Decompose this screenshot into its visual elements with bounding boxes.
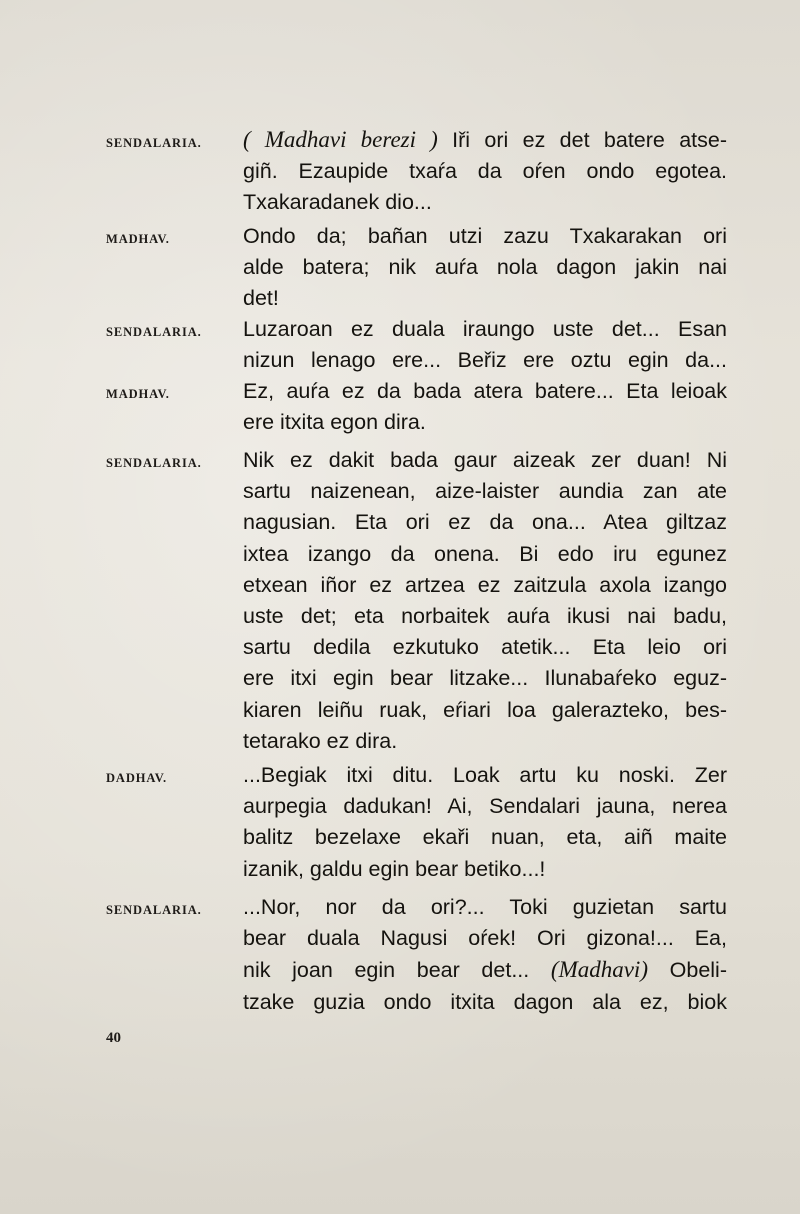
speech-line: ...Begiak itxi ditu. Loak artu ku noski. Zer — [243, 763, 727, 787]
speech-line: ere itxi egin bear litzake... Ilunabaŕeko eguz- — [243, 666, 727, 691]
speech-line: tzake guzia ondo itxita dagon ala ez, biok — [243, 989, 727, 1014]
speech-line: Luzaroan ez duala iraungo uste det... Esan — [243, 317, 727, 341]
speech-line: tetarako ez dira. — [243, 728, 398, 753]
speech-line: Ez, auŕa ez da bada atera batere... Eta leioak — [243, 379, 727, 403]
speech-text — [243, 221, 727, 315]
speech-text — [243, 892, 727, 1018]
speech-line: Nik ez dakit bada gaur aizeak zer duan! Ni — [243, 448, 727, 472]
speaker-name: SENDALARIA. — [106, 903, 202, 917]
stage-direction: (Madhavi) — [550, 957, 648, 983]
speech-line: sartu naizenean, aize-laister aundia zan ate — [243, 479, 727, 504]
page-number: 40 — [106, 1030, 121, 1046]
speaker-name: DADHAV. — [106, 771, 168, 785]
speech-line: kiaren leiñu ruak, eŕiari loa galerazteko, bes- — [243, 697, 727, 722]
speech-line: bear duala Nagusi oŕek! Ori gizona!... Ea, — [243, 926, 727, 951]
speech-line: alde batera; nik auŕa nola dagon jakin nai — [243, 255, 727, 280]
speech-text — [243, 314, 727, 376]
speech-line: det! — [243, 286, 279, 311]
speech-line: nizun lenago ere... Beřiz ere oztu egin da... — [243, 348, 727, 373]
speech-line: nagusian. Eta ori ez da ona... Atea giltzaz — [243, 510, 727, 535]
speech-line: Txakaradanek dio... — [243, 190, 432, 215]
speaker-name: SENDALARIA. — [106, 456, 202, 470]
speech-text — [243, 760, 727, 885]
speech-line: balitz bezelaxe ekaři nuan, eta, aiñ maite — [243, 825, 727, 850]
speech-line: etxean iñor ez artzea ez zaitzula axola izango — [243, 572, 727, 597]
speech-line: ixtea izango da onena. Bi edo iru egunez — [243, 541, 727, 566]
speech-line: ...Nor, nor da ori?... Toki guzietan sartu — [243, 895, 727, 919]
speaker-name: SENDALARIA. — [106, 325, 202, 339]
speech-line: aurpegia dadukan! Ai, Sendalari jauna, nerea — [243, 794, 727, 819]
speech-line: izanik, galdu egin bear betiko...! — [243, 856, 546, 881]
speech-line: sartu dedila ezkutuko atetik... Eta leio ori — [243, 635, 727, 660]
speaker-name: MADHAV. — [106, 387, 170, 401]
stage-direction: ( Madhavi berezi ) — [243, 127, 438, 152]
speech-text — [243, 376, 727, 438]
speaker-name: MADHAV. — [106, 232, 170, 246]
speech-line: giñ. Ezaupide txaŕa da oŕen ondo egotea. — [243, 159, 727, 184]
speech-text — [243, 445, 727, 757]
speech-line: Ondo da; bañan utzi zazu Txakarakan ori — [243, 224, 727, 248]
speaker-name: SENDALARIA. — [106, 136, 202, 150]
speech-line: ere itxita egon dira. — [243, 410, 426, 435]
speech-line: nik joan egin bear det... (Madhavi) Obeli- — [243, 957, 727, 983]
speech-line: uste det; eta norbaitek auŕa ikusi nai badu, — [243, 604, 727, 629]
speech-text — [243, 124, 727, 219]
speech-line: ( Madhavi berezi ) Iři ori ez det batere atse- — [243, 127, 728, 152]
